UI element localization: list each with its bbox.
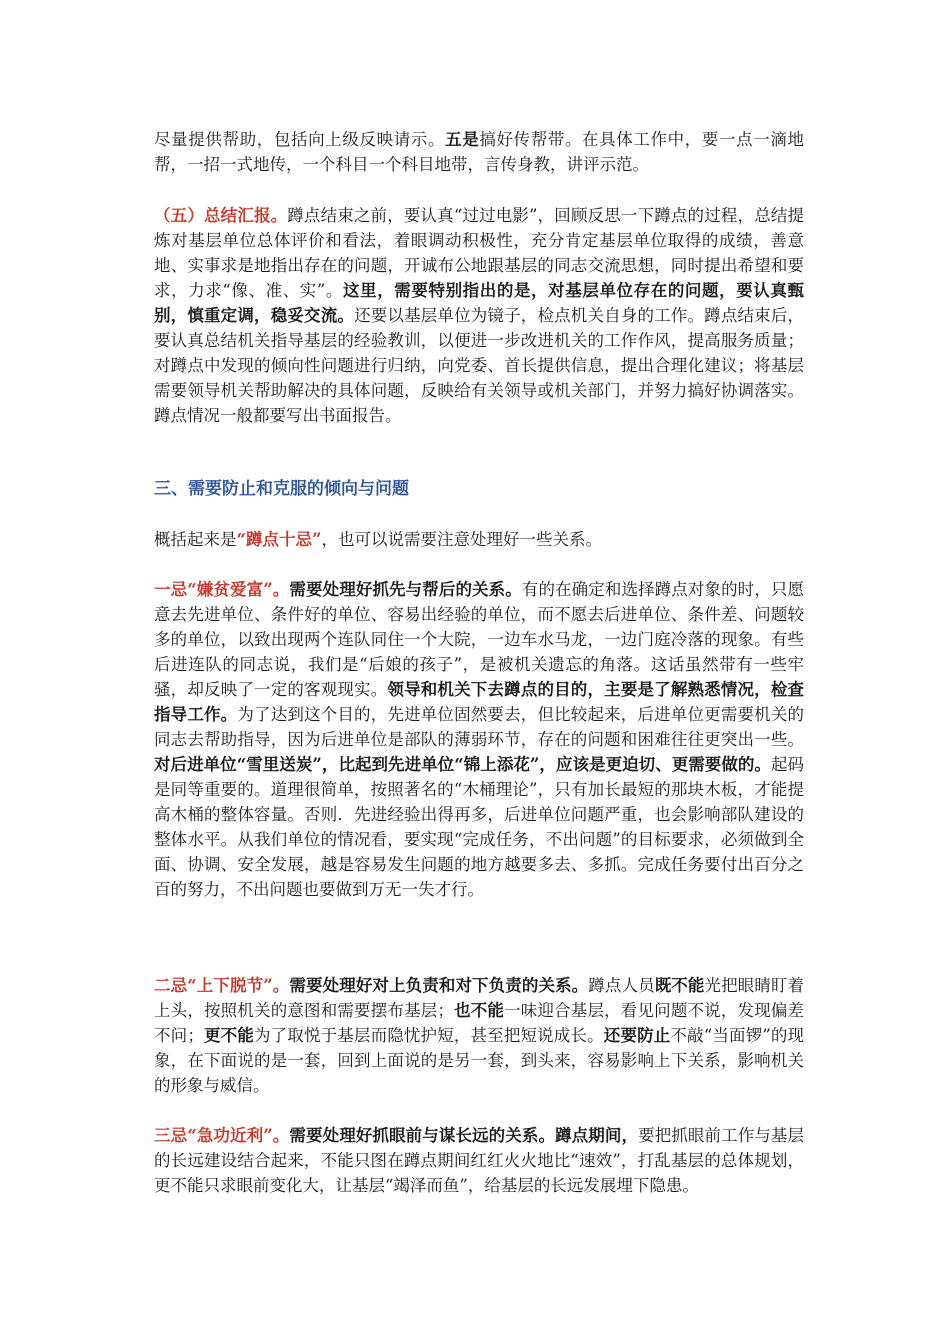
paragraph-overview bbox=[154, 527, 804, 552]
text-run: ，也可以说需要注意处理好一些关系。 bbox=[321, 530, 602, 549]
bold-text: 五是 bbox=[445, 130, 480, 149]
paragraph-taboo-one bbox=[154, 577, 804, 902]
text-run: 概括起来是 bbox=[154, 530, 237, 549]
taboo-label-red: 二忌“上下脱节”。 bbox=[154, 976, 290, 995]
bold-text: 需要处理好对上负责和对下负责的关系。 bbox=[289, 976, 589, 995]
highlight-red: “蹲点十忌” bbox=[236, 530, 322, 549]
text-run: 有的在确定和选择蹲点对象的时，只愿意去先进单位、条件好的单位、容易出经验的单位，而不愿去后进单位、条件差、问题较多的单位，以致出现两个连队同住一个大院，一边车水马龙，一边门庭冷落的现象。有些后进连队的同志说，我们是“后娘的孩子”，是被机关遗忘的角落。这话虽然带有一些牢骚，却反映了一定的客观现实。 bbox=[154, 580, 805, 699]
text-run: 蹲点结束之前，要认真“过过电影”，回顾反思一下蹲点的过程，总结提炼对基层单位总体评价和看法，着眼调动积极性，充分肯定基层单位取得的成绩，善意地、实事求是地指出存在的问题，开诚布公地跟基层的同志交流思想，同时提出希望和要求，力求“像、准、实”。 bbox=[154, 206, 805, 300]
paragraph-taboo-three bbox=[154, 1123, 804, 1198]
text-run: 一味迎合基层，看见问题不说，发现偏差不问； bbox=[154, 1001, 805, 1045]
bold-text: 对后进单位“雪里送炭”，比起到先进单位“锦上添花”，应该是更迫切、更需要做的。 bbox=[154, 755, 771, 774]
paragraph-pass-on-skills bbox=[154, 127, 804, 177]
bold-text: 既不能 bbox=[654, 976, 705, 995]
paragraph-summary-report bbox=[154, 203, 804, 428]
text-run: 搞好传帮带。在具体工作中，要一点一滴地帮，一招一式地传，一个科目一个科目地带，言传身教，讲评示范。 bbox=[154, 130, 805, 174]
bold-text: 领导和机关下去蹲点的目的，主要是了解熟悉情况，检查指导工作。 bbox=[154, 680, 805, 724]
bold-text: 也不能 bbox=[453, 1001, 505, 1020]
text-run: 为了达到这个目的，先进单位固然要去，但比较起来，后进单位更需要机关的同志去帮助指导，因为后进单位是部队的薄弱环节，存在的问题和困难往往更突出一些。 bbox=[154, 705, 805, 749]
text-run: 光把眼睛盯着上头，按照机关的意图和需要摆布基层； bbox=[154, 976, 805, 1020]
bold-text: 这里，需要特别指出的是，对基层单位存在的问题，要认真甄别，慎重定调，稳妥交流。 bbox=[154, 281, 804, 325]
bold-text: 还要防止 bbox=[603, 1026, 671, 1045]
section-label-red: （五）总结汇报。 bbox=[154, 206, 288, 225]
bold-text: 需要处理好抓眼前与谋长远的关系。蹲点期间， bbox=[289, 1126, 639, 1145]
text-run: 尽量提供帮助，包括向上级反映请示。 bbox=[154, 130, 446, 149]
bold-text: 更不能 bbox=[203, 1026, 254, 1045]
taboo-label-red: 一忌“嫌贫爱富”。 bbox=[154, 580, 290, 599]
paragraph-taboo-two bbox=[154, 973, 804, 1098]
text-run: 还要以基层单位为镜子，检点机关自身的工作。蹲点结束后，要认真总结机关指导基层的经验教训，以便进一步改进机关的工作作风，提高服务质量；对蹲点中发现的倾向性问题进行归纳，向党委、首长提供信息，提出合理化建议；将基层需要领导机关帮助解决的具体问题，反映给有关领导或机关部门，并努力搞好协调落实。蹲点情况一般都要写出书面报告。 bbox=[154, 306, 805, 425]
text-run: 为了取悦于基层而隐忧护短，甚至把短说成长。 bbox=[253, 1026, 604, 1045]
text-run: 要把抓眼前工作与基层的长远建设结合起来，不能只图在蹲点期间红红火火地比“速效”，打乱基层的总体规划，更不能只求眼前变化大，让基层“竭泽而鱼”，给基层的长远发展埋下隐患。 bbox=[154, 1126, 805, 1195]
text-run: 蹲点人员 bbox=[588, 976, 655, 995]
section-heading: 三、需要防止和克服的倾向与问题 bbox=[154, 479, 409, 499]
text-run: 起码是同等重要的。道理很简单，按照著名的“木桶理论”，只有加长最短的那块木板，才能提高木桶的整体容量。否则．先进经验出得再多，后进单位问题严重，也会影响部队建设的整体水平。从我们单位的情况看，要实现“完成任务，不出问题”的目标要求，必须做到全面、协调、安全发展，越是容易发生问题的地方越要多去、多抓。完成任务要付出百分之百的努力，不出问题也要做到万无一失才行。 bbox=[154, 755, 805, 899]
taboo-label-red: 三忌“急功近利”。 bbox=[154, 1126, 290, 1145]
text-run: 不敲“当面锣”的现象，在下面说的是一套，回到上面说的是另一套，到头来，容易影响上下关系，影响机关的形象与威信。 bbox=[154, 1026, 805, 1095]
bold-text: 需要处理好抓先与帮后的关系。 bbox=[289, 580, 522, 599]
